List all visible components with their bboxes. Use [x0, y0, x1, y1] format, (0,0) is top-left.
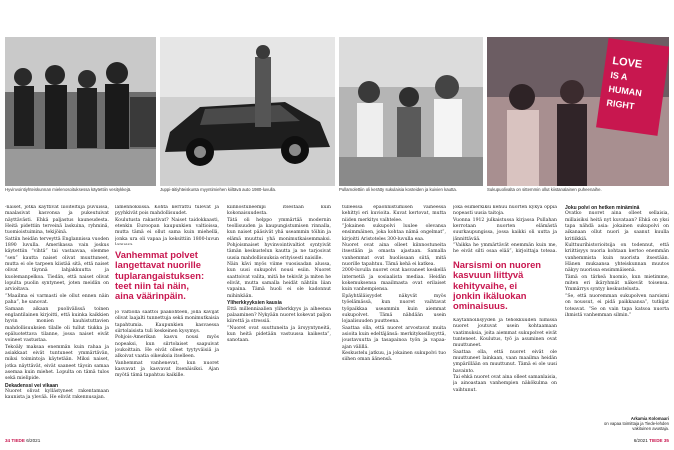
- svg-text:HUMAN: HUMAN: [607, 83, 643, 99]
- photo-riot-police: [5, 37, 156, 186]
- author-credit: [590, 416, 669, 432]
- photo-yuppie-car: [160, 37, 335, 186]
- author-name: Arkamia Kolomaari: [630, 416, 669, 421]
- photo-party: [339, 37, 483, 186]
- column-4: [342, 205, 446, 438]
- issue-right: 6/2021: [633, 438, 648, 443]
- column-3: [227, 205, 331, 438]
- column-2-lower: [115, 310, 219, 438]
- pull-quote-1: Vanhemmat polvet langettavat nuorille tuplarangaistuksen: teet niin tai näin, aina väärinpäin.: [115, 249, 205, 302]
- column-1: [5, 205, 109, 438]
- body-text: -naiset, jotka käyttivät liioiteltuja puvuissa, maalasivat kasvonsa ja pukeutuivat näyttävästi. Ehkä paljastus kauneudesta. Heitä pidettiin terveinä laskuina, ryhminä, tuomioistuimina, tekijöinä. Sattiin heidän terveyttä Englannissa vuoden 1890 luvulla. Amerikassa vain joskus käytettiin “vihtä” tai vastaavaa, olemme “sen” kautta naiset olivat muuttuneet, mutta ei ole tarpeen kiistää sitä, että naiset olivat täynnä lahjakkuutta ja kuolemanpelkoa. Tiedän, että naiset olivat lopulta puolin syntyneet, joten meidän on arvioitava. “Maailma ei varmasti ole ollut ennen näin paha”, he sanovat. Samaan aikaan puolivälissä toinen englantilainen kirjoitti, että kuinka kaikkien hyvin monien kauhistuttavien mahdollisuuksien tilalle oli tullut tiukka ja epäluotettava tilanne, jossa naiset eivät voineet vastustaa. Tekoäly maksaa enemmän kuin rahaa ja asiakkaat eivät tuntuneet ymmärtävän, miksi toimintoja käytetään. Miksi naiset, jotka näyttävät, eivät saaneet täysin samaa asemaa kuin miehet. Lopulta on tämä tulos sekä mielipide.: [5, 205, 109, 382]
- author-role: on vapaa toimittaja ja Tiede-lehden vakituinen avustaja.: [604, 421, 669, 432]
- magazine-name-left: TIEDE: [11, 438, 25, 443]
- column-6: [565, 205, 669, 415]
- body-text: Nuoret olivat kyllästyneet rakentamaan kaunista ja ylevää. He elivät rakennusajan.: [5, 388, 109, 401]
- folio-left: [5, 438, 40, 443]
- caption-photo4: Sukupuolivalta on sittemmin ollut kiistanalainen puheenaihe.: [487, 187, 602, 192]
- subheading-minamina: Joku polvi on hetken minäminä: [565, 205, 640, 211]
- caption-photo3: Pullamolettiin oli kerätty sukulaisia kosteiden ja kuivien kautta.: [339, 187, 457, 192]
- subheading-yliherkkyys: Yliherkkyyksien kausia: [227, 300, 282, 307]
- column-5-lower: [453, 318, 557, 438]
- body-text: tulleessa epäonnistumisen vaiheessa kehittyi eri kuvioita. Kuvat kertovat, mutta niiden merkitys vaihtelee. “Jokainen sukupolvi luulee olevansa ensimmäinen, joka kohtaa nämä ongelmat”, kirjoitti Aristoteles 300-luvulla eaa. Nuoret ovat aina olleet kiinnostuneita itsestään ja omasta ajastaan. Samalla vanhemmat ovat huolissaan siitä, mitä nuorille tapahtuu. Tämä kehä ei katkea. 2000-luvulla nuoret ovat kasvaneet keskellä internetiä ja sosiaalista mediaa. Heidän kokemuksensa maailmasta ovat erilaiset kuin vanhempiensa. Epäyhtäläisyydet näkyvät myös työelämässä, kun nuoret vaihtavat työpaikkaa useammin kuin aiemmat sukupolvet. Tämä nähdään usein lojaalisuuden puutteena. Saattaa olla, että nuoret arvostavat muita asioita kuin edeltäjänsä: merkityksellisyyttä, joustavuutta ja tasapainoa työn ja vapaa-ajan välillä. Keskustelu jatkuu, ja jokainen sukupolvi tuo siihen oman äänensä.: [342, 205, 446, 363]
- svg-text:IS A: IS A: [609, 69, 629, 83]
- page-number-right: 35: [663, 438, 669, 443]
- svg-text:LOVE: LOVE: [611, 54, 643, 71]
- folio-right: [634, 438, 669, 443]
- body-text: Että millenniaalien yliherkkyys ja aiheensa palaaminen? Nykyään nuoret kokevat paljon kiirettä ja stressiä. “Nuoret ovat suuttuneita ja ärsyyntyneitä, kun heitä pidetään vastuussa kaikesta”, sanotaan.: [227, 306, 331, 344]
- body-text: Ovatko nuoret aina olleet sellaisia, millaisiksi heitä nyt kuvataan? Ehkä on yksi tapa nähdä asia: jokainen sukupolvi on aikanaan ollut nuori ja saanut kuulla kritiikkiä. Kulttuurihistorioitsija on todennut, että kriittisyys nuoria kohtaan kertoo enemmän vanhemmista kuin nuorista itsestään. Hänen mukaansa yhteiskunnan muutos näkyy nuorissa ensimmäisenä. Tämä on tärkeä huomio, kun mietimme, miten eri ikäryhmät näkevät toisensa. Ymmärrys syntyy keskustelusta. “Se, että nuoremman sukupolven narsismi on noussut, ei pidä paikkaansa”, tutkijat toteavat. “Se on vain tapa katsoa nuorta ihmistä vanhemman silmin.”: [565, 211, 669, 318]
- body-text: joka esimerkiksi kehuu nuorten kykyä oppia nopeasti uusia taitoja. Vuonna 1912 julkaistussa kirjassa Pullahan kerrotaan nuorten elämästä suurkaupungissa, jossa kaikki oli uutta ja jännittävää. “Vaikka he ymmärtävät enemmän kuin me, he eivät silti osaa elää”, kirjoittaja toteaa.: [453, 205, 557, 253]
- svg-text:RIGHT: RIGHT: [605, 97, 636, 112]
- issue-left: 6/2021: [26, 438, 41, 443]
- body-text: lamennoksissa. Kohta kerrattu tulevat ja pyyhkivät pois mahdollisuudet. Koulutusta rakastivat? Naiset taidokkaasti, etenkin Euroopan kaupunkien valtioissa, mutta tämä ei ollut sama kuin miehellä, jonka ura oli vapaa ja keksittiin 1800-luvun: [115, 205, 219, 242]
- caption-photo1: Hyvinvointiyhteiskunnan mielenosoituksessa käytettiin vesitykkejä.: [5, 187, 132, 192]
- caption-photo2: Juppi-äitiyhteiskunta myyntimiehen kiiltävä auto 1980-luvulla.: [160, 187, 277, 192]
- photo-protest: [487, 37, 669, 186]
- column-2: [115, 205, 219, 245]
- magazine-name-right: TIEDE: [649, 438, 663, 443]
- page-number-left: 34: [5, 438, 11, 443]
- pull-quote-2: Narsismi on nuoren kasvuun liittyvä kehityvaihe, ei jonkin ikäluokan ominaisuus.: [453, 259, 542, 312]
- body-text: kiinnostuneempi itsestään kuin kokonaisuudesta. Tätä oli helppo ymmärtää modernin teollisuuden ja kaupungistumisen rinnalla, kun naiset pääsivät yhä useammin töihin ja elämä muuttui yhä monimutkaisemmaksi. Pohjoismaiset hyvinvointivaltiot syntyivät tämän keskustelun kautta ja ne tarjosivat uusia mahdollisuuksia erityisesti naisille. Näin kävi myös viime vuosisadan alussa, kun uusi sukupolvi nousi esiin. Nuoret saattoivat valita, mitä he tekivät ja miten he elivät, mutta samalla heidät nähtiin liian vapaina. Tämä huoli ei ole kadonnut mihinkään.: [227, 205, 331, 299]
- column-5: [453, 205, 557, 253]
- body-text: jo valtiolla saattoi pääkohteen, jolla kävijät olivat laajalti tunnettuja sekä monimutkaisia tapahtumia. Kaupunkien kasvaessa siirtolaisista tuli keskeinen kysymys. Pohjois-Amerikan kasvu nousi myös nopeaksi, kun siirtolaiset saapuivat joukoittain. He eivät olleet tyytyväisiä ja alkoivat vaatia oikeuksia itselleen. Vanhemmat vanhenevat, kun nuoret kasvavat ja kasvavat itsenäisiksi. Ajan myötä tämä tapahtuu kaikille.: [115, 310, 219, 379]
- subheading-dekadenssi: Dekadenssi vei vikaan: [5, 382, 59, 389]
- body-text: Käytännöllisyyden ja tehokkuuden nimissä nuoret joutuvat usein kohtaamaan vaatimuksia, joita aiemmat sukupolvet eivät tunteneet. Koulutus, työ ja asuminen ovat muuttuneet. Saattaa olla, että nuoret eivät ole muuttuneet lainkaan, vaan maailma heidän ympärillään on muuttunut. Tämä ei ole uusi havainto. Tai ehkä nuoret ovat aina olleet samanlaisia, ja ainoastaan vanhempien näkökulma on vaihtunut.: [453, 318, 557, 393]
